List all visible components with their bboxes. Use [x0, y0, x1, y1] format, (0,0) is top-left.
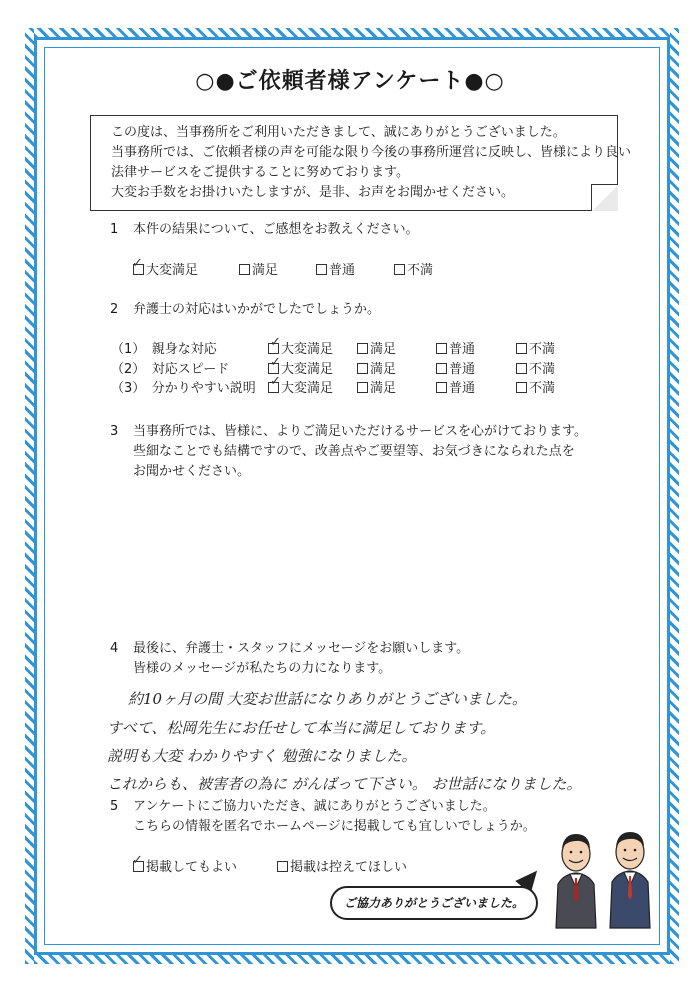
q2-number: 2: [110, 302, 119, 317]
q1-option-dissatisfied[interactable]: 不満: [394, 263, 433, 279]
check-mark-icon: ✓: [270, 355, 281, 370]
q2-row-label: （2） 対応スピード: [111, 362, 230, 377]
q5-line: こちらの情報を匿名でホームページに掲載しても宜しいでしょうか。: [133, 819, 536, 834]
intro-line: 法律サービスをご提供することに努めております。: [111, 165, 409, 180]
page-curl-decoration: [591, 184, 618, 211]
q1-option-very-satisfied[interactable]: 大変満足: [133, 263, 198, 279]
handwritten-answer-line: 説明も大変 わかりやすく 勉強になりました。: [107, 747, 417, 765]
checkbox[interactable]: [436, 382, 447, 393]
checkbox[interactable]: [316, 264, 327, 275]
checkbox[interactable]: [239, 264, 250, 275]
handwritten-answer-line: すべて、松岡先生にお任せして本当に満足しております。: [107, 719, 496, 737]
q1-option-satisfied[interactable]: 満足: [239, 263, 278, 279]
checkbox[interactable]: [516, 382, 527, 393]
q1-question: 本件の結果について、ご感想をお教えください。: [133, 222, 419, 237]
q2-row2-dissatisfied[interactable]: 不満: [516, 362, 555, 378]
frame-stripe-bottom: [34, 955, 670, 964]
q3-line: お聞かせください。: [133, 464, 251, 479]
q2-question: 弁護士の対応はいかがでしたでしょうか。: [133, 302, 381, 317]
intro-line: この度は、当事務所をご利用いただきまして、誠にありがとうございました。: [111, 125, 566, 140]
thanks-speech-bubble: ご協力ありがとうございました。: [330, 886, 538, 920]
frame-stripe-left: [25, 28, 34, 964]
frame-stripe-right: [670, 28, 679, 964]
q3-line: 些細なことでも結構ですので、改善点やご要望等、お気づきになられた点を: [133, 444, 575, 459]
handwritten-answer-line: これからも、被害者の為に がんばって下さい。 お世話になりました。: [107, 775, 582, 793]
handwritten-answer-line: 約10ヶ月の間 大変お世話になりありがとうございました。: [128, 690, 527, 708]
check-mark-icon: ✓: [270, 335, 281, 350]
q5-number: 5: [110, 799, 119, 814]
q1-option-neutral[interactable]: 普通: [316, 263, 355, 279]
q2-row1-satisfied[interactable]: 満足: [357, 342, 396, 358]
q5-line: アンケートにご協力いただき、誠にありがとうございました。: [133, 799, 496, 814]
q5-option-allow[interactable]: 掲載してもよい: [133, 860, 237, 876]
checkbox[interactable]: [357, 343, 368, 354]
intro-line: 当事務所では、ご依頼者様の声を可能な限り今後の事務所運営に反映し、皆様により良い: [111, 145, 632, 160]
q5-option-decline[interactable]: 掲載は控えてほしい: [277, 860, 407, 876]
q4-number: 4: [110, 641, 119, 656]
q2-row-label: （3） 分かりやすい説明: [111, 381, 256, 396]
checkbox[interactable]: [357, 363, 368, 374]
q2-row1-neutral[interactable]: 普通: [436, 342, 475, 358]
q2-row3-very-satisfied[interactable]: 大変満足: [268, 381, 333, 397]
q4-line: 最後に、弁護士・スタッフにメッセージをお願いします。: [133, 641, 470, 656]
q2-row1-very-satisfied[interactable]: 大変満足: [268, 342, 333, 358]
lawyer-left-figure: [556, 834, 596, 928]
checkbox[interactable]: [394, 264, 405, 275]
q2-row2-very-satisfied[interactable]: 大変満足: [268, 362, 333, 378]
check-mark-icon: ✓: [132, 853, 143, 868]
q2-row2-satisfied[interactable]: 満足: [357, 362, 396, 378]
q1-number: 1: [110, 222, 119, 237]
check-mark-icon: ✓: [270, 374, 281, 389]
q3-line: 当事務所では、皆様に、よりご満足いただけるサービスを心がけております。: [133, 424, 587, 439]
checkbox[interactable]: [277, 861, 288, 872]
check-mark-icon: ✓: [132, 256, 143, 271]
lawyer-right-figure: [610, 832, 650, 928]
checkbox[interactable]: [516, 363, 527, 374]
q2-row2-neutral[interactable]: 普通: [436, 362, 475, 378]
q4-line: 皆様のメッセージが私たちの力になります。: [133, 661, 392, 676]
q2-row3-dissatisfied[interactable]: 不満: [516, 381, 555, 397]
checkbox[interactable]: [357, 382, 368, 393]
checkbox[interactable]: [436, 343, 447, 354]
lawyers-illustration: [548, 828, 660, 936]
checkbox[interactable]: [516, 343, 527, 354]
q2-row1-dissatisfied[interactable]: 不満: [516, 342, 555, 358]
page-title: ○●ご依頼者様アンケート●○: [195, 69, 505, 94]
q2-row-label: （1） 親身な対応: [111, 342, 217, 357]
frame-stripe-top: [34, 28, 670, 37]
q2-row3-satisfied[interactable]: 満足: [357, 381, 396, 397]
checkbox[interactable]: [436, 363, 447, 374]
q3-number: 3: [110, 424, 119, 439]
intro-line: 大変お手数をお掛けいたしますが、是非、お声をお聞かせください。: [111, 185, 515, 200]
q2-row3-neutral[interactable]: 普通: [436, 381, 475, 397]
